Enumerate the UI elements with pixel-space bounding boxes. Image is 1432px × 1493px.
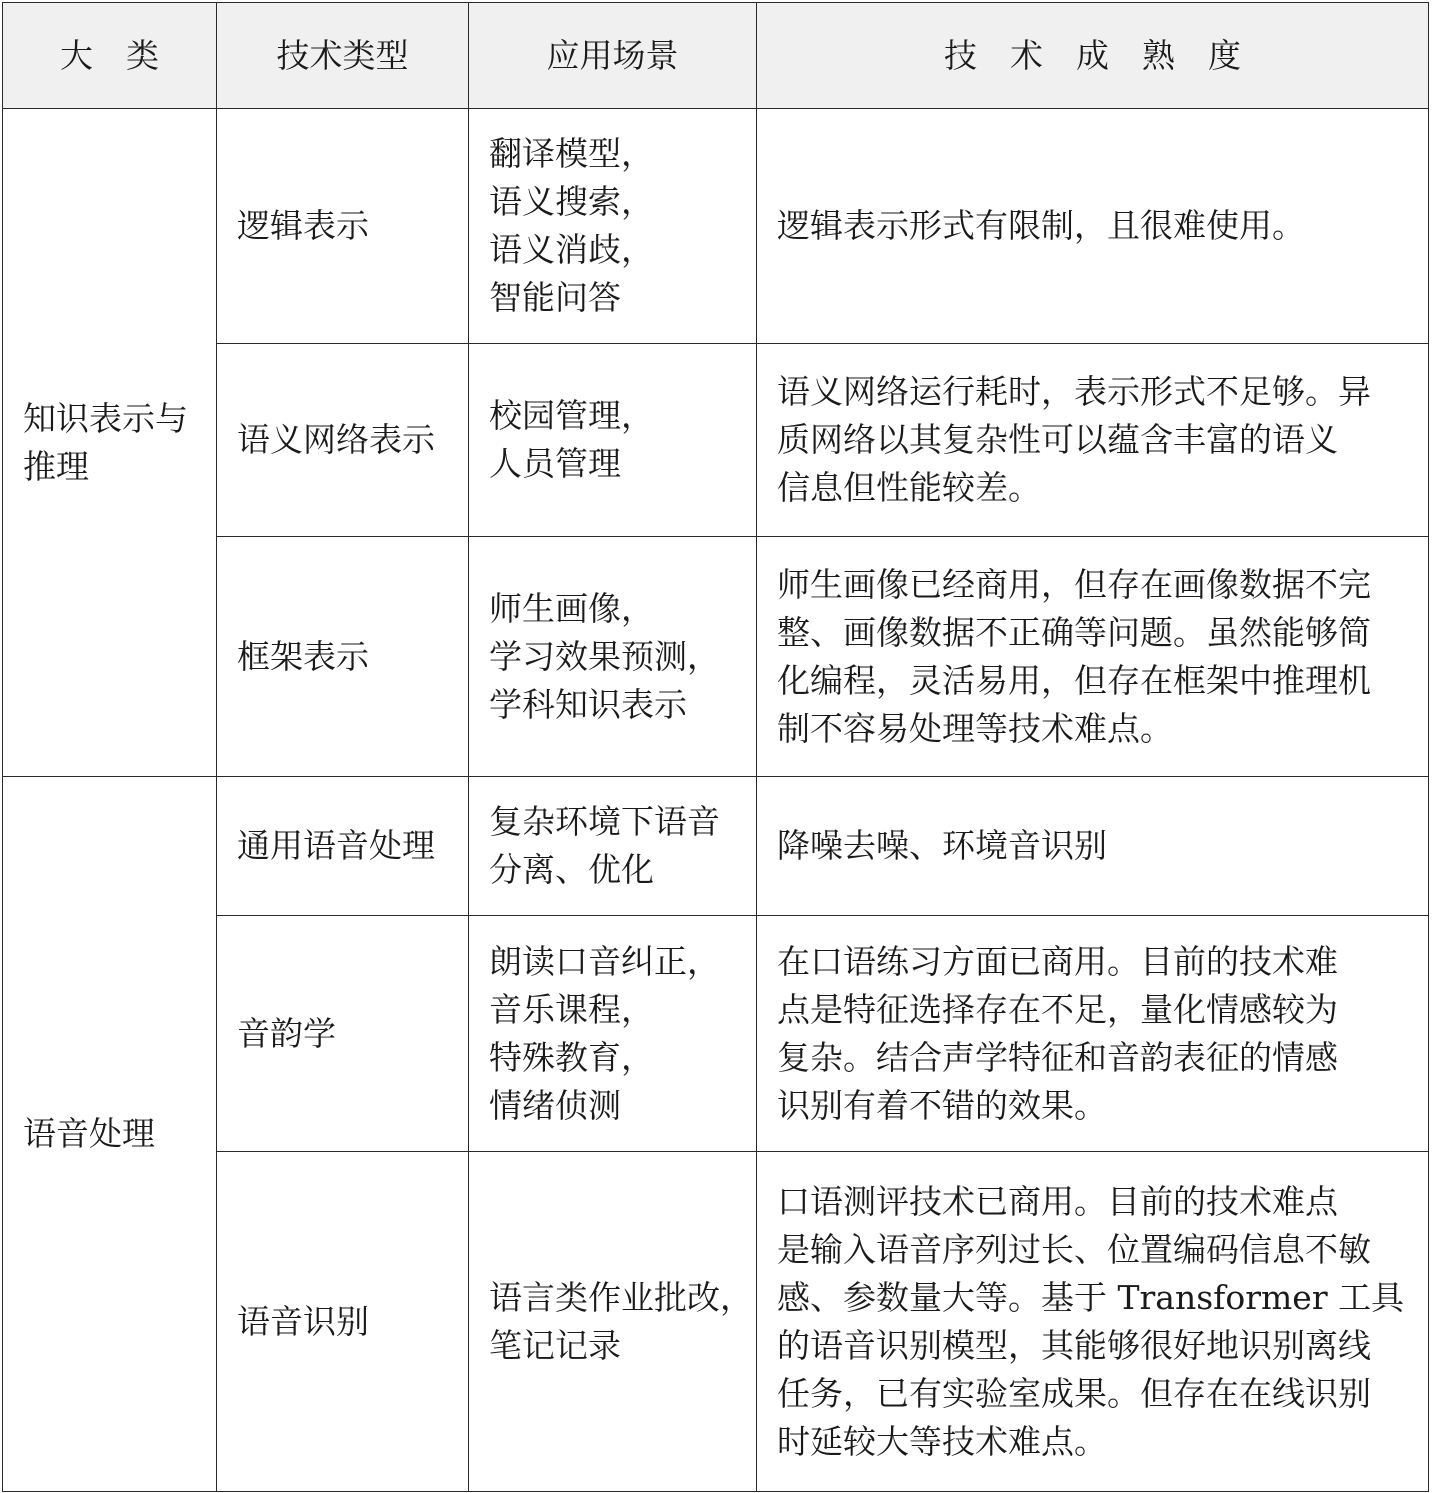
scenario-cell: 翻译模型， 语义搜索， 语义消歧， 智能问答 bbox=[469, 109, 757, 344]
maturity-cell: 降噪去噪、环境音识别 bbox=[757, 777, 1429, 916]
header-row bbox=[3, 3, 1429, 109]
header-scenario: 应用场景 bbox=[469, 3, 757, 109]
ai-tech-table bbox=[2, 2, 1429, 1492]
scenario-cell: 校园管理， 人员管理 bbox=[469, 344, 757, 537]
tech-type-cell: 语音识别 bbox=[217, 1152, 469, 1492]
table-row bbox=[3, 537, 1429, 777]
tech-type-cell: 语义网络表示 bbox=[217, 344, 469, 537]
table-row bbox=[3, 344, 1429, 537]
table-row bbox=[3, 916, 1429, 1152]
scenario-cell: 复杂环境下语音 分离、优化 bbox=[469, 777, 757, 916]
tech-type-cell: 通用语音处理 bbox=[217, 777, 469, 916]
maturity-cell: 口语测评技术已商用。目前的技术难点 是输入语音序列过长、位置编码信息不敏 感、参数量大等。基于 Transformer 工具 的语音识别模型，其能够很好地识别离线 任务，已有实验室成果。但存在在线识别 时延较大等技术难点。 bbox=[757, 1152, 1429, 1492]
maturity-cell: 逻辑表示形式有限制，且很难使用。 bbox=[757, 109, 1429, 344]
maturity-cell: 语义网络运行耗时，表示形式不足够。异 质网络以其复杂性可以蕴含丰富的语义 信息但性能较差。 bbox=[757, 344, 1429, 537]
scenario-cell: 朗读口音纠正， 音乐课程， 特殊教育， 情绪侦测 bbox=[469, 916, 757, 1152]
category-cell: 语音处理 bbox=[3, 777, 217, 1492]
tech-type-cell: 音韵学 bbox=[217, 916, 469, 1152]
header-tech-type: 技术类型 bbox=[217, 3, 469, 109]
table-row bbox=[3, 777, 1429, 916]
category-cell: 知识表示与 推理 bbox=[3, 109, 217, 777]
table-row bbox=[3, 1152, 1429, 1492]
scenario-cell: 师生画像， 学习效果预测， 学科知识表示 bbox=[469, 537, 757, 777]
maturity-cell: 师生画像已经商用，但存在画像数据不完 整、画像数据不正确等问题。虽然能够简 化编程，灵活易用，但存在框架中推理机 制不容易处理等技术难点。 bbox=[757, 537, 1429, 777]
table-row bbox=[3, 109, 1429, 344]
scenario-cell: 语言类作业批改， 笔记记录 bbox=[469, 1152, 757, 1492]
maturity-cell: 在口语练习方面已商用。目前的技术难 点是特征选择存在不足，量化情感较为 复杂。结合声学特征和音韵表征的情感 识别有着不错的效果。 bbox=[757, 916, 1429, 1152]
tech-type-cell: 框架表示 bbox=[217, 537, 469, 777]
header-category: 大 类 bbox=[3, 3, 217, 109]
header-maturity: 技术成熟度 bbox=[757, 3, 1429, 109]
tech-type-cell: 逻辑表示 bbox=[217, 109, 469, 344]
